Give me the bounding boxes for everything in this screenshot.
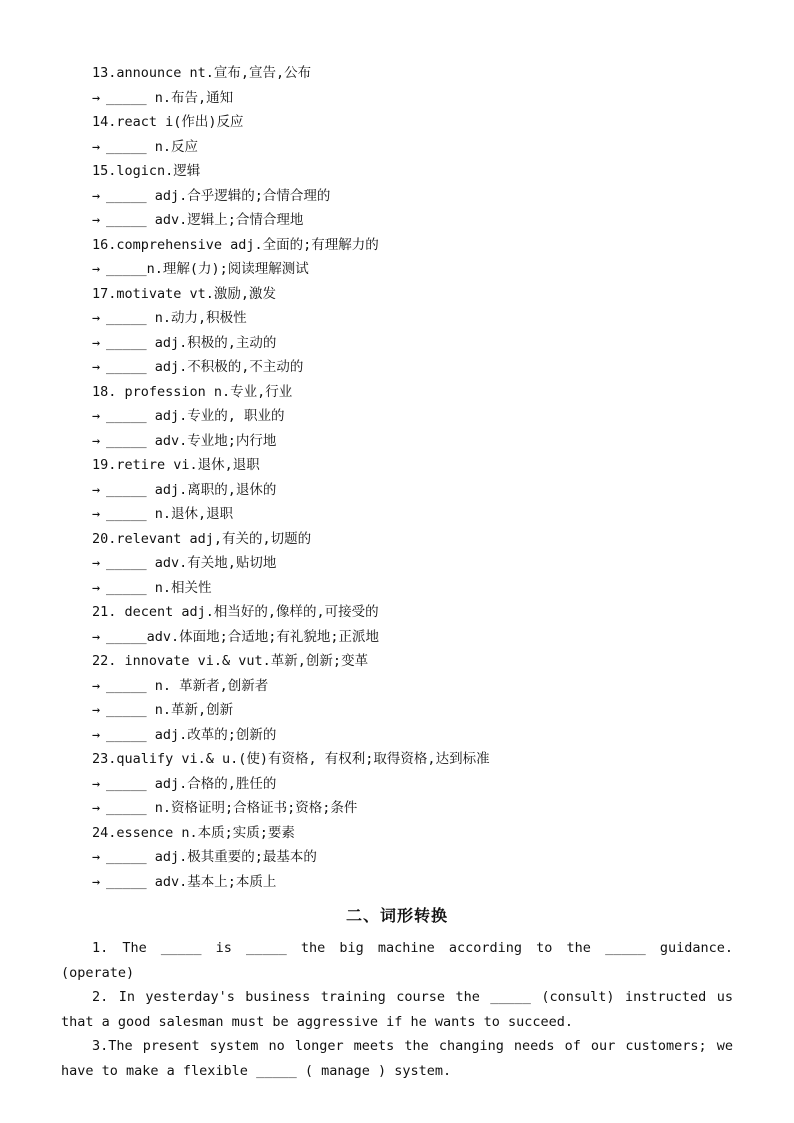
arrow-icon: → xyxy=(92,849,101,865)
arrow-icon: → xyxy=(92,702,101,718)
vocab-derivative-line xyxy=(92,551,732,576)
vocab-entry-head: 20.relevant adj,有关的,切题的 xyxy=(92,530,312,547)
vocab-derivative-line xyxy=(92,870,732,895)
derivative-text: _____adv.体面地;合适地;有礼貌地;正派地 xyxy=(106,628,380,645)
vocab-derivative-line xyxy=(92,674,732,699)
derivative-text: _____ adv.有关地,贴切地 xyxy=(106,555,277,571)
derivative-text: _____ n.动力,积极性 xyxy=(106,310,247,326)
arrow-icon: → xyxy=(92,187,101,204)
derivative-text: _____ n.相关性 xyxy=(106,579,212,596)
arrow-icon: → xyxy=(92,432,101,449)
vocab-entry-head: 22. innovate vi.& vut.革新,创新;变革 xyxy=(92,653,369,669)
vocab-entry-head: 18. profession n.专业,行业 xyxy=(92,383,293,400)
vocab-derivative-line xyxy=(92,723,732,748)
vocab-entry-head: 19.retire vi.退休,退职 xyxy=(92,457,260,473)
vocab-derivative-line xyxy=(92,86,732,111)
vocab-derivative-line xyxy=(92,355,732,380)
vocab-derivative-line xyxy=(92,845,732,870)
exercise-item: 2. In yesterday's business training course the _____ (consult) instructed us that a good salesman must be aggressive if he wants to succeed. xyxy=(61,989,733,1030)
vocab-entry-head: 23.qualify vi.& u.(使)有资格, 有权利;取得资格,达到标准 xyxy=(92,751,490,767)
derivative-text: _____ n. 革新者,创新者 xyxy=(106,677,269,694)
vocab-derivative-line xyxy=(92,429,732,454)
exercise-list xyxy=(61,936,733,1083)
derivative-text: _____ adv.逻辑上;合情合理地 xyxy=(106,212,304,228)
derivative-text: _____ adj.合格的,胜任的 xyxy=(106,775,277,792)
arrow-icon: → xyxy=(92,726,101,743)
arrow-icon: → xyxy=(92,579,101,596)
exercise-item: 3.The present system no longer meets the changing needs of our customers; we have to make a flexible _____ ( manage ) system. xyxy=(61,1038,733,1079)
vocab-entry-head: 13.announce nt.宣布,宣告,公布 xyxy=(92,65,312,81)
vocab-derivative-line xyxy=(92,135,732,160)
arrow-icon: → xyxy=(92,481,101,498)
derivative-text: _____ n.资格证明;合格证书;资格;条件 xyxy=(106,800,358,816)
arrow-icon: → xyxy=(92,334,101,351)
derivative-text: _____ adj.积极的,主动的 xyxy=(106,334,277,351)
vocab-derivative-line xyxy=(92,404,732,429)
vocab-derivative-line xyxy=(92,772,732,797)
vocab-entry-head: 17.motivate vt.激励,激发 xyxy=(92,285,277,302)
vocab-derivative-line xyxy=(92,208,732,233)
derivative-text: _____ adj.合乎逻辑的;合情合理的 xyxy=(106,187,331,204)
arrow-icon: → xyxy=(92,261,101,277)
arrow-icon: → xyxy=(92,408,101,424)
arrow-icon: → xyxy=(92,800,101,816)
vocab-derivative-line xyxy=(92,796,732,821)
derivative-text: _____ adj.不积极的,不主动的 xyxy=(106,359,304,375)
vocab-entry-head: 21. decent adj.相当好的,像样的,可接受的 xyxy=(92,604,379,620)
vocabulary-list xyxy=(92,61,732,894)
vocab-entry-head: 16.comprehensive adj.全面的;有理解力的 xyxy=(92,236,379,253)
derivative-text: _____ n.退休,退职 xyxy=(106,506,234,522)
vocab-derivative-line xyxy=(92,184,732,209)
arrow-icon: → xyxy=(92,873,101,890)
derivative-text: _____ adj.改革的;创新的 xyxy=(106,726,277,743)
vocab-derivative-line xyxy=(92,257,732,282)
vocab-entry-head: 14.react i(作出)反应 xyxy=(92,114,244,130)
vocab-derivative-line xyxy=(92,625,732,650)
vocab-derivative-line xyxy=(92,502,732,527)
arrow-icon: → xyxy=(92,138,101,155)
arrow-icon: → xyxy=(92,89,101,106)
arrow-icon: → xyxy=(92,555,101,571)
derivative-text: _____ adj.极其重要的;最基本的 xyxy=(106,849,317,865)
derivative-text: _____ n.反应 xyxy=(106,138,199,155)
derivative-text: _____ adv.基本上;本质上 xyxy=(106,873,277,890)
arrow-icon: → xyxy=(92,506,101,522)
arrow-icon: → xyxy=(92,628,101,645)
arrow-icon: → xyxy=(92,677,101,694)
derivative-text: _____ adv.专业地;内行地 xyxy=(106,432,277,449)
vocab-derivative-line xyxy=(92,698,732,723)
arrow-icon: → xyxy=(92,775,101,792)
vocab-derivative-line xyxy=(92,331,732,356)
vocab-derivative-line xyxy=(92,576,732,601)
arrow-icon: → xyxy=(92,212,101,228)
vocab-entry-head: 15.logicn.逻辑 xyxy=(92,163,201,179)
arrow-icon: → xyxy=(92,310,101,326)
section-title: 二、词形转换 xyxy=(345,906,448,925)
vocab-derivative-line xyxy=(92,478,732,503)
vocab-entry-head: 24.essence n.本质;实质;要素 xyxy=(92,824,295,841)
derivative-text: _____ n.布告,通知 xyxy=(106,89,234,106)
derivative-text: _____ adj.离职的,退休的 xyxy=(106,481,277,498)
exercise-item: 1. The _____ is _____ the big machine according to the _____ guidance. (operate) xyxy=(61,940,733,981)
vocab-derivative-line xyxy=(92,306,732,331)
derivative-text: _____n.理解(力);阅读理解测试 xyxy=(106,261,309,277)
derivative-text: _____ n.革新,创新 xyxy=(106,702,234,718)
arrow-icon: → xyxy=(92,359,101,375)
derivative-text: _____ adj.专业的, 职业的 xyxy=(106,408,285,424)
